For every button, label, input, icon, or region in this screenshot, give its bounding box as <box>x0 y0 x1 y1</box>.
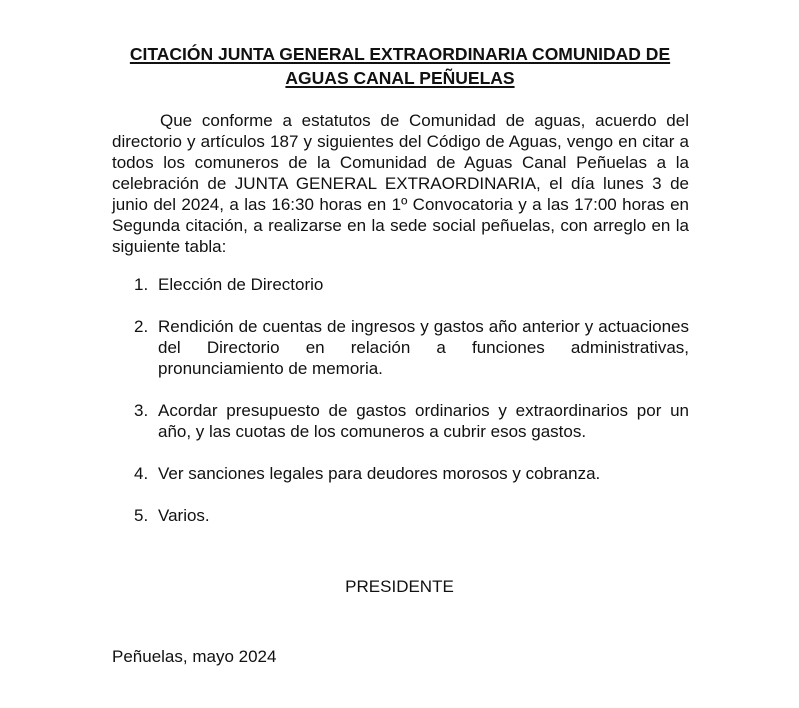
agenda-item-number: 2. <box>134 317 149 336</box>
agenda-item-text: Acordar presupuesto de gastos ordinarios y extraordinarios por un año, y las cuotas de los comuneros a cubrir esos gastos. <box>158 401 689 441</box>
agenda-item-number: 4. <box>134 464 149 483</box>
agenda-item-text: Elección de Directorio <box>158 275 324 294</box>
agenda-item-number: 3. <box>134 401 149 420</box>
signature-label: PRESIDENTE <box>345 577 454 596</box>
agenda-item <box>112 505 689 526</box>
document-title <box>100 42 700 90</box>
place-date: Peñuelas, mayo 2024 <box>112 647 277 666</box>
title-line-1: CITACIÓN JUNTA GENERAL EXTRAORDINARIA COMUNIDAD DE <box>129 44 671 64</box>
agenda-item <box>112 463 689 484</box>
agenda-item-text: Varios. <box>158 506 210 525</box>
agenda-item-text: Rendición de cuentas de ingresos y gastos año anterior y actuaciones del Directorio en relación a funciones administrativas, pronunciamiento de memoria. <box>158 317 689 378</box>
title-line-2: AGUAS CANAL PEÑUELAS <box>285 68 515 88</box>
agenda-item-number: 1. <box>134 275 149 294</box>
agenda-item-number: 5. <box>134 506 149 525</box>
agenda-item <box>112 400 689 442</box>
agenda-list <box>112 274 689 547</box>
agenda-item-text: Ver sanciones legales para deudores morosos y cobranza. <box>158 464 601 483</box>
agenda-item <box>112 316 689 379</box>
intro-paragraph: Que conforme a estatutos de Comunidad de aguas, acuerdo del directorio y artículos 187 y siguientes del Código de Aguas, vengo en citar a todos los comuneros de la Comunidad de Aguas Canal Peñuelas a la celebración de JUNTA GENERAL EXTRAORDINARIA, el día lunes 3 de junio del 2024, a las 16:30 horas en 1º Convocatoria y a las 17:00 horas en Segunda citación, a realizarse en la sede social peñuelas, con arreglo en la siguiente tabla: <box>112 111 689 256</box>
agenda-item <box>112 274 689 295</box>
